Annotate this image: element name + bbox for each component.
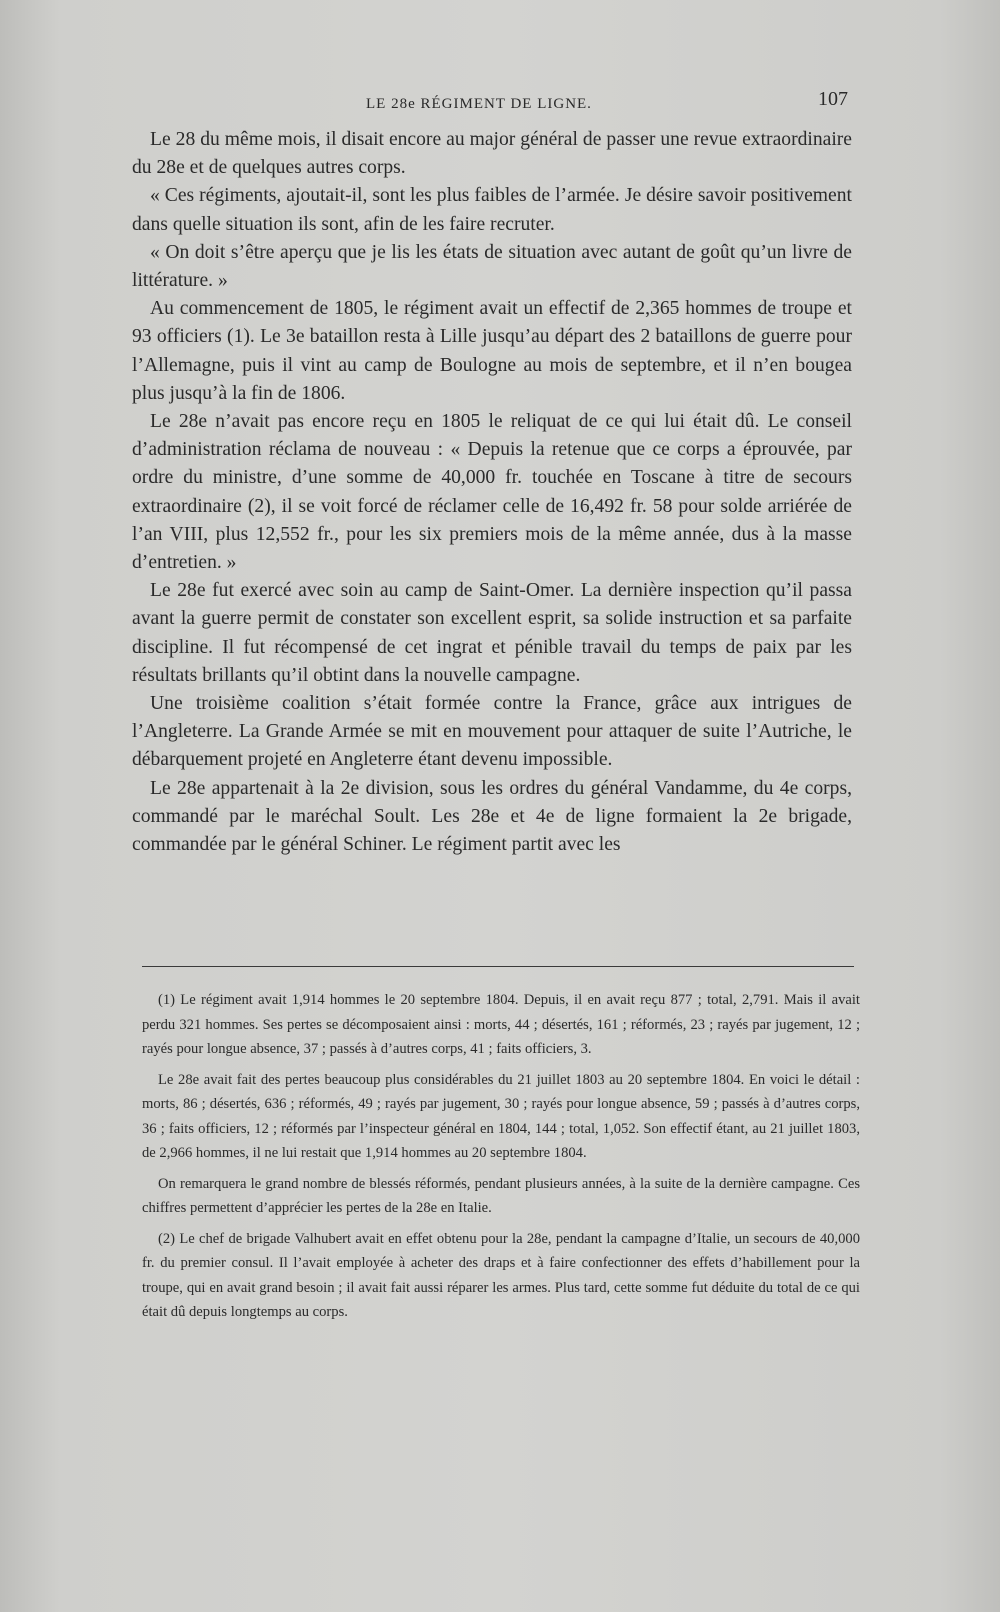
page-header (128, 88, 848, 118)
running-head: LE 28e RÉGIMENT DE LIGNE. (366, 96, 592, 112)
paragraph: Le 28e n’avait pas encore reçu en 1805 le reliquat de ce qui lui était dû. Le conseil d’administration réclama de nouveau : « Depuis la retenue que ce corps a éprouvée, par ordre du ministre, d’une somme de 40,000 fr. touchée en Toscane à titre de secours extraordinaire (2), il se voit forcé de réclamer celle de 16,492 fr. 58 pour solde arriérée de l’an VIII, plus 12,552 fr., pour les six premiers mois de la même année, dus à la masse d’entretien. » (132, 411, 852, 574)
paragraph: Le 28e appartenait à la 2e division, sous les ordres du général Vandamme, du 4e corps, commandé par le maréchal Soult. Les 28e et 4e de ligne formaient la 2e brigade, commandée par le général Schiner. Le régiment partit avec les (132, 777, 852, 856)
paragraph: « On doit s’être aperçu que je lis les états de situation avec autant de goût qu’un livre de littérature. » (132, 241, 852, 292)
footnote: (1) Le régiment avait 1,914 hommes le 20 septembre 1804. Depuis, il en avait reçu 877 ; total, 2,791. Mais il avait perdu 321 hommes. Ses pertes se décomposaient ainsi : morts, 44 ; désertés, 161 ; réformés, 23 ; rayés par jugement, 12 ; rayés pour longue absence, 37 ; passés à d’autres corps, 41 ; faits officiers, 3. (142, 992, 860, 1057)
footnote-separator (142, 966, 854, 967)
main-text (132, 126, 852, 859)
paragraph: « Ces régiments, ajoutait-il, sont les plus faibles de l’armée. Je désire savoir positivement dans quelle situation ils sont, afin de les faire recruter. (132, 185, 852, 235)
paragraph: Une troisième coalition s’était formée contre la France, grâce aux intrigues de l’Angleterre. La Grande Armée se mit en mouvement pour attaquer de suite l’Autriche, le débarquement projeté en Angleterre étant devenu impossible. (132, 693, 852, 771)
paragraph: Le 28 du même mois, il disait encore au major général de passer une revue extraordinaire du 28e et de quelques autres corps. (132, 129, 852, 179)
paragraph: Au commencement de 1805, le régiment avait un effectif de 2,365 hommes de troupe et 93 officiers (1). Le 3e bataillon resta à Lille jusqu’au départ des 2 bataillons de guerre pour l’Allemagne, puis il vint au camp de Boulogne au mois de septembre, et il n’en bougea plus jusqu’à la fin de 1806. (132, 298, 852, 404)
footnotes (142, 988, 860, 1331)
footnote: On remarquera le grand nombre de blessés réformés, pendant plusieurs années, à la suite de la dernière campagne. Ces chiffres permettent d’apprécier les pertes de la 28e en Italie. (142, 1175, 860, 1216)
paragraph: Le 28e fut exercé avec soin au camp de Saint-Omer. La dernière inspection qu’il passa avant la guerre permit de constater son excellent esprit, sa solide instruction et sa parfaite discipline. Il fut récompensé de cet ingrat et pénible travail du temps de paix par les résultats brillants qu’il obtint dans la nouvelle campagne. (132, 580, 852, 686)
footnote: (2) Le chef de brigade Valhubert avait en effet obtenu pour la 28e, pendant la campagne d’Italie, un secours de 40,000 fr. du premier consul. Il l’avait employée à acheter des draps et à faire confectionner des effets d’habillement pour la troupe, qui en avait grand besoin ; il avait fait aussi réparer les armes. Plus tard, cette somme fut déduite du total de ce qui était dû depuis longtemps au corps. (142, 1230, 860, 1320)
page-number: 107 (818, 88, 848, 110)
footnote: Le 28e avait fait des pertes beaucoup plus considérables du 21 juillet 1803 au 20 septembre 1804. En voici le détail : morts, 86 ; désertés, 636 ; réformés, 49 ; rayés par jugement, 30 ; rayés pour longue absence, 59 ; passés à d’autres corps, 36 ; faits officiers, 12 ; réformés par l’inspecteur général en 1804, 144 ; total, 1,052. Son effectif étant, au 21 juillet 1803, de 2,966 hommes, il ne lui restait que 1,914 hommes au 20 septembre 1804. (142, 1071, 860, 1161)
